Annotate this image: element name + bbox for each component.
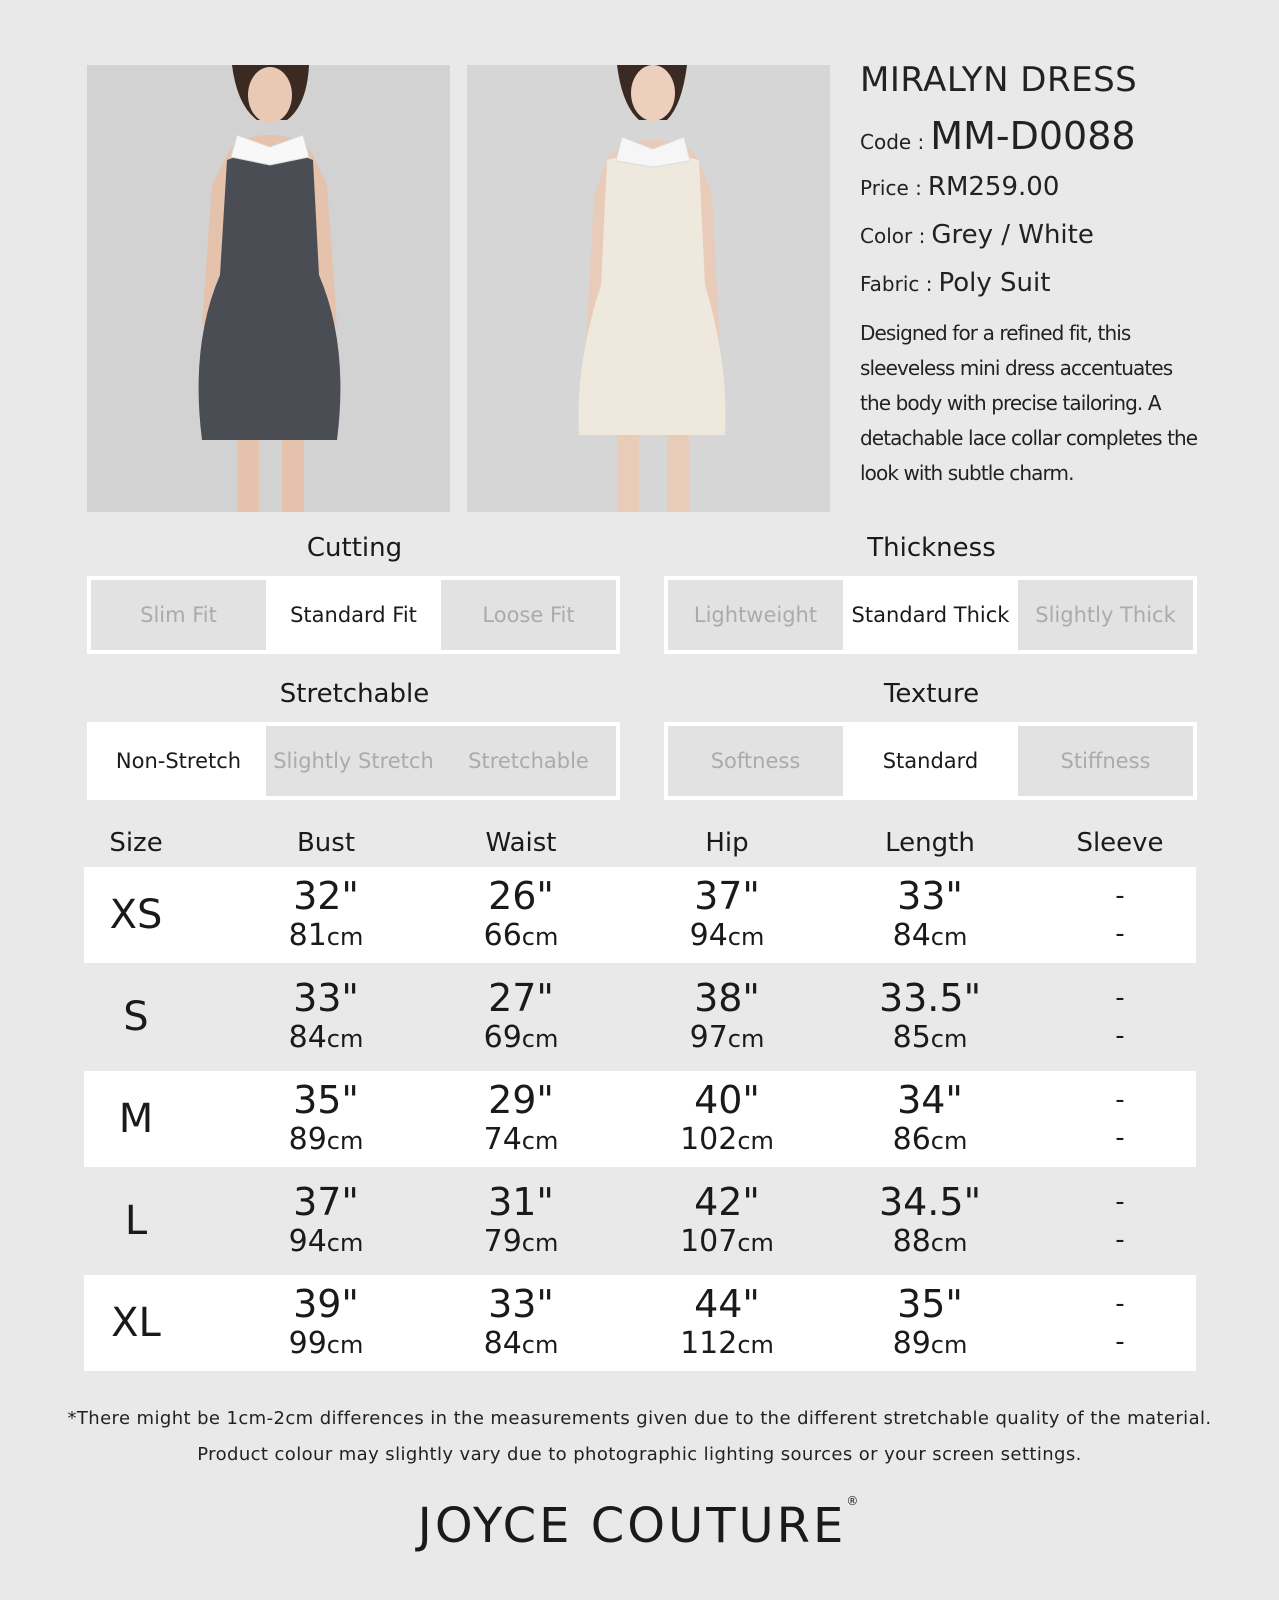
length-in: 34" <box>897 1078 963 1122</box>
header-sleeve: Sleeve <box>1076 828 1164 858</box>
hip-in: 37" <box>694 874 760 918</box>
length-cm <box>893 917 968 956</box>
product-fabric: Poly Suit <box>938 268 1051 298</box>
bust-cm-value: 89 <box>288 1122 327 1157</box>
texture-option: Standard <box>843 726 1018 796</box>
size-table-header <box>84 828 1196 864</box>
hip-cm-value: 94 <box>689 918 728 953</box>
length-in: 33.5" <box>878 976 982 1020</box>
cm-unit: cm <box>521 1331 559 1359</box>
product-color: Grey / White <box>931 220 1094 250</box>
length-cell <box>893 1283 968 1364</box>
bust-cm <box>289 1325 364 1364</box>
length-in: 33" <box>897 874 963 918</box>
stretchable-title: Stretchable <box>279 679 430 709</box>
waist-cm <box>484 1019 559 1058</box>
bust-in: 32" <box>293 874 359 918</box>
waist-cell <box>484 977 559 1058</box>
header-hip: Hip <box>705 828 749 858</box>
thickness-option: Slightly Thick <box>1018 580 1193 650</box>
price-label: Price : <box>860 176 922 200</box>
hip-in: 42" <box>694 1180 760 1224</box>
size-label: M <box>118 1096 154 1142</box>
hip-in: 44" <box>694 1282 760 1326</box>
sleeve-in: - <box>1115 1187 1125 1217</box>
header-bust: Bust <box>296 828 356 858</box>
cm-unit: cm <box>737 1229 774 1257</box>
bust-in: 33" <box>293 976 359 1020</box>
bust-cell <box>289 1079 364 1160</box>
product-title: MIRALYN DRESS <box>860 60 1138 100</box>
header-waist: Waist <box>485 828 557 858</box>
hip-cell <box>690 977 765 1058</box>
length-cell <box>879 1181 981 1262</box>
bust-in: 39" <box>293 1282 359 1326</box>
length-cm <box>879 1019 981 1058</box>
cm-unit: cm <box>326 923 364 951</box>
cm-unit: cm <box>727 923 765 951</box>
length-cell <box>893 1079 968 1160</box>
stretchable-option: Slightly Stretch <box>266 726 441 796</box>
cm-unit: cm <box>737 1331 774 1359</box>
waist-cell <box>484 1181 559 1262</box>
cm-unit: cm <box>737 1127 774 1155</box>
length-cm-value: 84 <box>892 918 931 953</box>
waist-in: 33" <box>488 1282 554 1326</box>
brand-name: JOYCE COUTURE <box>417 1498 847 1554</box>
cutting-option: Slim Fit <box>91 580 266 650</box>
waist-in: 29" <box>488 1078 554 1122</box>
hip-cell <box>680 1079 774 1160</box>
product-fabric-row <box>860 268 1205 298</box>
sleeve-cell <box>1115 1183 1124 1259</box>
fabric-label: Fabric : <box>860 272 933 296</box>
waist-cm <box>484 1223 559 1262</box>
bust-cm <box>289 1223 364 1262</box>
cm-unit: cm <box>930 1229 968 1257</box>
white-dress-illustration <box>467 65 830 512</box>
thickness-option: Lightweight <box>668 580 843 650</box>
hip-cell <box>690 875 765 956</box>
waist-cm-value: 84 <box>483 1326 522 1361</box>
length-cell <box>879 977 981 1058</box>
sleeve-cm: - <box>1115 1327 1125 1357</box>
length-cell <box>893 875 968 956</box>
bust-cm <box>289 917 364 956</box>
texture-option: Stiffness <box>1018 726 1193 796</box>
length-cm <box>893 1121 968 1160</box>
bust-cell <box>289 1283 364 1364</box>
length-cm-value: 85 <box>892 1020 931 1055</box>
hip-cell <box>680 1181 774 1262</box>
color-label: Color : <box>860 224 926 248</box>
brand-logo <box>0 1494 1279 1554</box>
hip-cm-value: 102 <box>680 1122 738 1157</box>
hip-cm <box>690 1019 765 1058</box>
measurement-note: *There might be 1cm-2cm differences in the measurements given due to the different stretchable quality of the material. <box>67 1408 1212 1429</box>
bust-cm-value: 84 <box>288 1020 327 1055</box>
texture-option: Softness <box>668 726 843 796</box>
sleeve-in: - <box>1115 881 1125 911</box>
sleeve-cm: - <box>1115 1021 1125 1051</box>
bust-cm-value: 99 <box>288 1326 327 1361</box>
sleeve-cell <box>1115 979 1124 1055</box>
sleeve-in: - <box>1115 1085 1125 1115</box>
bust-cm <box>289 1019 364 1058</box>
table-row <box>84 969 1196 1065</box>
bust-cm <box>289 1121 364 1160</box>
waist-cell <box>484 1079 559 1160</box>
cm-unit: cm <box>521 1025 559 1053</box>
bust-cell <box>289 977 364 1058</box>
cutting-option: Loose Fit <box>441 580 616 650</box>
length-in: 35" <box>897 1282 963 1326</box>
waist-cm <box>484 1325 559 1364</box>
length-cm <box>879 1223 981 1262</box>
thickness-option: Standard Thick <box>843 580 1018 650</box>
hip-in: 38" <box>694 976 760 1020</box>
cm-unit: cm <box>930 1025 968 1053</box>
registered-mark: ® <box>846 1494 862 1508</box>
cutting-scale <box>87 576 620 654</box>
hip-cm <box>680 1121 774 1160</box>
sleeve-in: - <box>1115 983 1125 1013</box>
sleeve-cm: - <box>1115 919 1125 949</box>
thickness-scale <box>664 576 1197 654</box>
cm-unit: cm <box>727 1025 765 1053</box>
hip-in: 40" <box>694 1078 760 1122</box>
cm-unit: cm <box>930 1127 968 1155</box>
cm-unit: cm <box>326 1025 364 1053</box>
waist-cm-value: 66 <box>483 918 522 953</box>
waist-in: 26" <box>488 874 554 918</box>
sleeve-cm: - <box>1115 1225 1125 1255</box>
length-cm-value: 88 <box>892 1224 931 1259</box>
cm-unit: cm <box>521 923 559 951</box>
size-label: XS <box>109 892 163 938</box>
product-price: RM259.00 <box>927 172 1060 202</box>
waist-cm-value: 69 <box>483 1020 522 1055</box>
bust-cm-value: 94 <box>288 1224 327 1259</box>
waist-in: 31" <box>488 1180 554 1224</box>
bust-in: 35" <box>293 1078 359 1122</box>
hip-cm-value: 112 <box>680 1326 738 1361</box>
product-price-row <box>860 172 1205 202</box>
header-length: Length <box>885 828 975 858</box>
table-row <box>84 1275 1196 1371</box>
bust-cm-value: 81 <box>288 918 327 953</box>
product-code-row <box>860 114 1205 158</box>
grey-dress-illustration <box>87 65 450 512</box>
cutting-title: Cutting <box>306 533 403 563</box>
cm-unit: cm <box>930 923 968 951</box>
table-row <box>84 1071 1196 1167</box>
hip-cell <box>680 1283 774 1364</box>
cm-unit: cm <box>326 1229 364 1257</box>
waist-cm-value: 79 <box>483 1224 522 1259</box>
bust-cell <box>289 875 364 956</box>
size-label: L <box>124 1198 148 1244</box>
cm-unit: cm <box>326 1331 364 1359</box>
length-in: 34.5" <box>878 1180 982 1224</box>
header-size: Size <box>109 828 163 858</box>
bust-in: 37" <box>293 1180 359 1224</box>
white-dress-photo <box>467 65 830 512</box>
texture-title: Texture <box>883 679 980 709</box>
waist-cm-value: 74 <box>483 1122 522 1157</box>
table-row <box>84 867 1196 963</box>
texture-scale <box>664 722 1197 800</box>
hip-cm-value: 97 <box>689 1020 728 1055</box>
stretchable-option: Stretchable <box>441 726 616 796</box>
cm-unit: cm <box>521 1127 559 1155</box>
waist-cell <box>484 1283 559 1364</box>
cutting-option: Standard Fit <box>266 580 441 650</box>
length-cm <box>893 1325 968 1364</box>
cm-unit: cm <box>930 1331 968 1359</box>
waist-cm <box>484 917 559 956</box>
table-row <box>84 1173 1196 1269</box>
size-label: XL <box>111 1300 161 1346</box>
bust-cell <box>289 1181 364 1262</box>
hip-cm-value: 107 <box>680 1224 738 1259</box>
length-cm-value: 89 <box>892 1326 931 1361</box>
sleeve-cell <box>1115 1081 1124 1157</box>
sleeve-cell <box>1115 877 1124 953</box>
sleeve-in: - <box>1115 1289 1125 1319</box>
cm-unit: cm <box>326 1127 364 1155</box>
hip-cm <box>690 917 765 956</box>
waist-cm <box>484 1121 559 1160</box>
colour-note: Product colour may slightly vary due to photographic lighting sources or your screen settings. <box>197 1444 1082 1465</box>
product-color-row <box>860 220 1205 250</box>
size-label: S <box>123 994 149 1040</box>
waist-cell <box>484 875 559 956</box>
code-label: Code : <box>860 130 925 154</box>
stretchable-option: Non-Stretch <box>91 726 266 796</box>
grey-dress-photo <box>87 65 450 512</box>
cm-unit: cm <box>521 1229 559 1257</box>
stretchable-scale <box>87 722 620 800</box>
product-code: MM-D0088 <box>930 114 1136 158</box>
waist-in: 27" <box>488 976 554 1020</box>
hip-cm <box>680 1223 774 1262</box>
sleeve-cm: - <box>1115 1123 1125 1153</box>
product-description: Designed for a refined fit, this sleeveless mini dress accentuates the body with precise tailoring. A detachable lace collar completes the look with subtle charm. <box>860 321 1198 485</box>
hip-cm <box>680 1325 774 1364</box>
length-cm-value: 86 <box>892 1122 931 1157</box>
sleeve-cell <box>1115 1285 1124 1361</box>
product-info <box>860 60 1205 491</box>
thickness-title: Thickness <box>867 533 996 563</box>
